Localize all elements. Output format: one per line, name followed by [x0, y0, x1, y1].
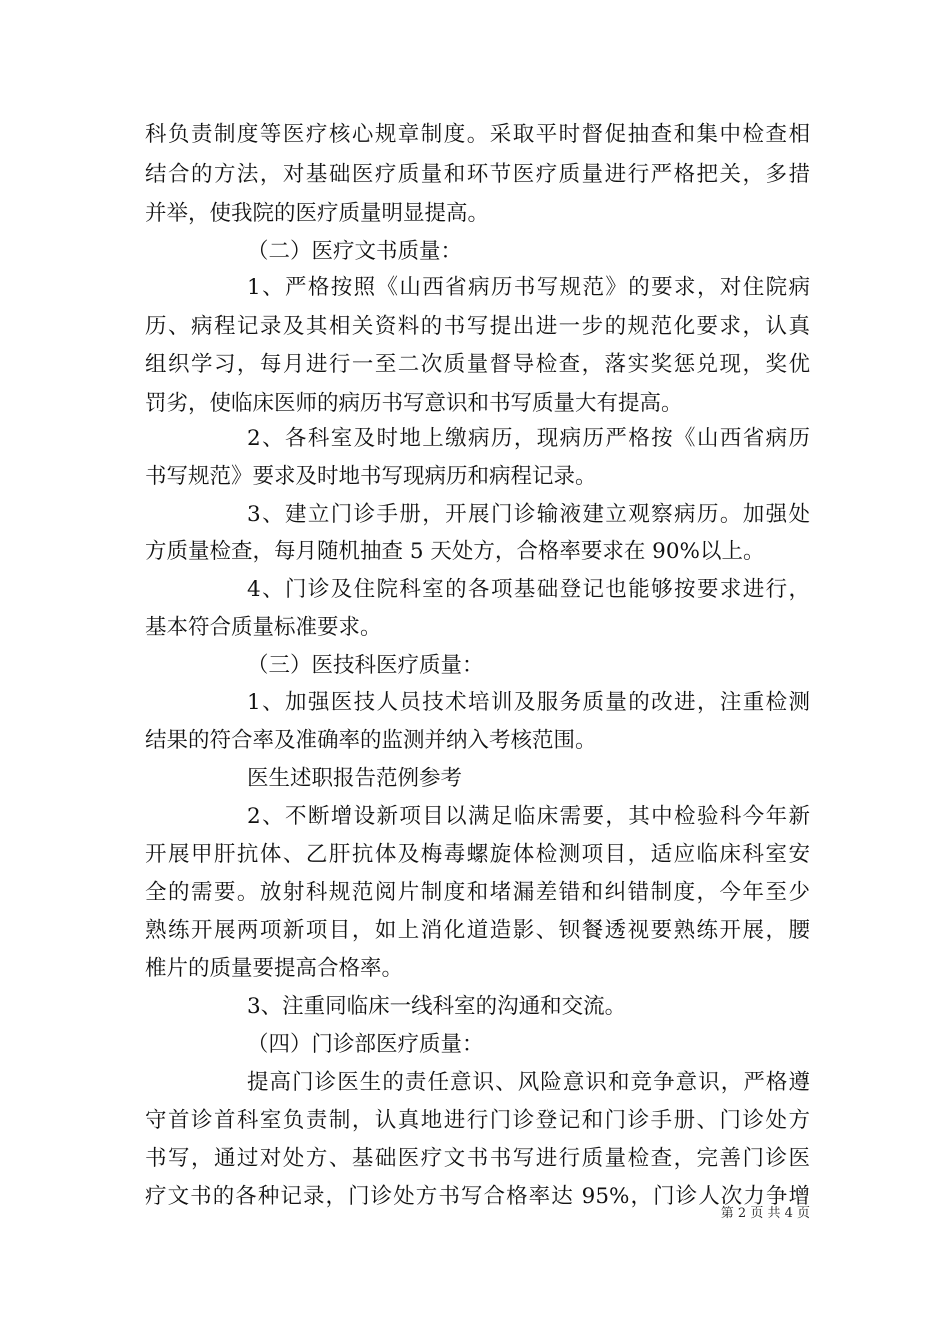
page-number-footer: 第 2 页 共 4 页 — [720, 1206, 810, 1221]
section-heading: （二）医疗文书质量： — [247, 239, 463, 264]
body-text-line: 书写，通过对处方、基础医疗文书书写进行质量检查，完善门诊医 — [145, 1146, 810, 1171]
body-text-line: 基本符合质量标准要求。 — [145, 615, 382, 640]
section-heading: （三）医技科医疗质量： — [247, 653, 484, 678]
body-text-line: 全的需要。放射科规范阅片制度和堵漏差错和纠错制度，今年至少 — [145, 880, 810, 905]
body-text-line: 科负责制度等医疗核心规章制度。采取平时督促抽查和集中检查相 — [145, 122, 810, 147]
body-text-line: 结果的符合率及准确率的监测并纳入考核范围。 — [145, 728, 597, 753]
body-text-line: 3、建立门诊手册，开展门诊输液建立观察病历。加强处 — [247, 502, 810, 527]
body-text-line: 1、加强医技人员技术培训及服务质量的改进，注重检测 — [247, 690, 810, 715]
body-text-line: 3、注重同临床一线科室的沟通和交流。 — [247, 994, 627, 1019]
body-text-line: 罚劣，使临床医师的病历书写意识和书写质量大有提高。 — [145, 391, 683, 416]
body-text-line: 守首诊首科室负责制，认真地进行门诊登记和门诊手册、门诊处方 — [145, 1108, 810, 1133]
body-text-line: 并举，使我院的医疗质量明显提高。 — [145, 201, 490, 226]
body-text-line: 椎片的质量要提高合格率。 — [145, 956, 404, 981]
body-text-line: 历、病程记录及其相关资料的书写提出进一步的规范化要求，认真 — [145, 314, 810, 339]
body-text-line: 1、严格按照《山西省病历书写规范》的要求，对住院病 — [247, 275, 810, 300]
body-text-line: 结合的方法，对基础医疗质量和环节医疗质量进行严格把关，多措 — [145, 162, 810, 187]
body-text-line: 方质量检查，每月随机抽查 5 天处方，合格率要求在 90%以上。 — [145, 539, 765, 564]
body-text-line: 书写规范》要求及时地书写现病历和病程记录。 — [145, 464, 597, 489]
body-text-line: 4、门诊及住院科室的各项基础登记也能够按要求进行， — [247, 577, 810, 602]
body-text-line: 2、不断增设新项目以满足临床需要，其中检验科今年新 — [247, 804, 810, 829]
body-text-line: 开展甲肝抗体、乙肝抗体及梅毒螺旋体检测项目，适应临床科室安 — [145, 842, 810, 867]
body-text-line: 疗文书的各种记录，门诊处方书写合格率达 95%，门诊人次力争增 — [145, 1184, 810, 1209]
body-text-line: 提高门诊医生的责任意识、风险意识和竞争意识，严格遵 — [247, 1070, 810, 1095]
body-text-line: 熟练开展两项新项目，如上消化道造影、钡餐透视要熟练开展，腰 — [145, 918, 810, 943]
section-heading: （四）门诊部医疗质量： — [247, 1032, 484, 1057]
inserted-title: 医生述职报告范例参考 — [247, 766, 463, 791]
body-text-line: 2、各科室及时地上缴病历，现病历严格按《山西省病历 — [247, 426, 810, 451]
body-text-line: 组织学习，每月进行一至二次质量督导检查，落实奖惩兑现，奖优 — [145, 352, 810, 377]
